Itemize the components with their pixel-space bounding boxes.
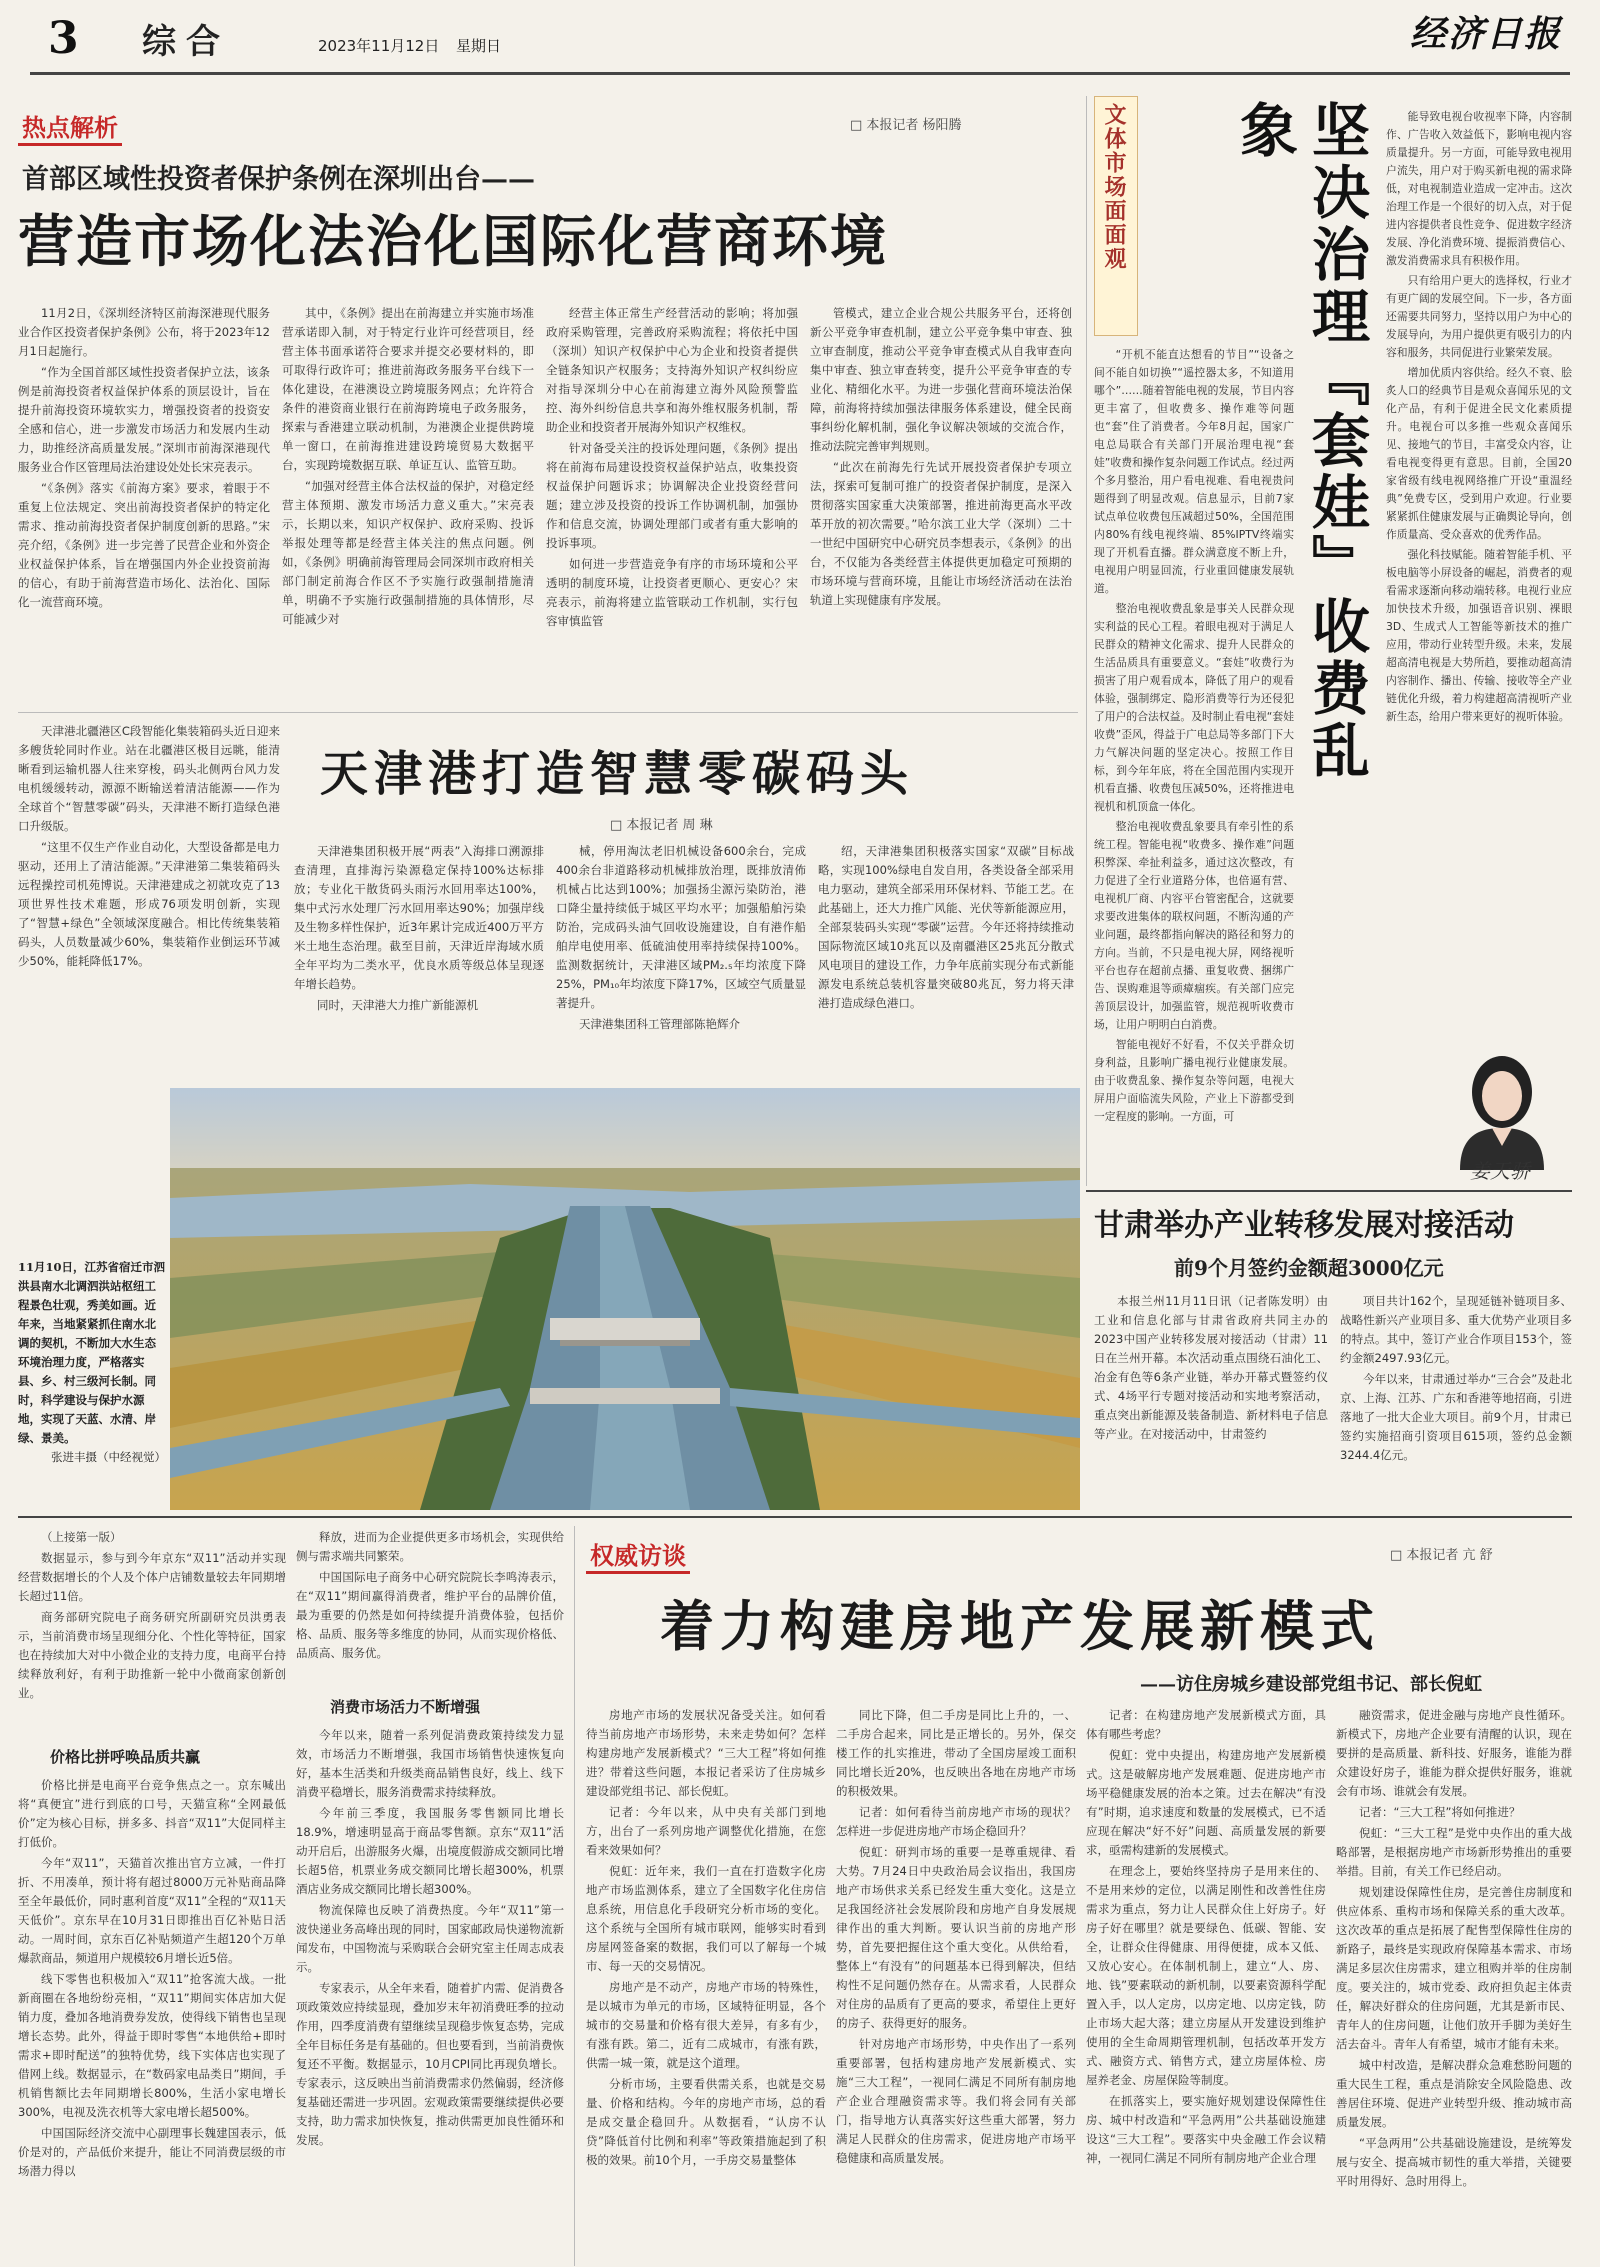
article1-headline: 营造市场化法治化国际化营商环境: [18, 209, 888, 275]
article5-col1: 房地产市场的发展状况备受关注。如何看待当前房地产市场形势，未来走势如何？怎样构建房地产发展新模式？“三大工程”将如何推进？带着这些问题，本报记者采访了住房城乡建设部党组书记、部长倪虹。 记者：今年以来，从中央有关部门到地方，出台了一系列房地产调整优化措施，在您看来效果如何？ 倪虹：近年来，我们一直在打造数字化房地产市场监测体系，建立了全国数字化住房信息系统，用信息化手段研究分析市场的变化。这个系统与全国所有城市联网，能够实时看到房屋网签备案的数据，我们可以了解每一个城市、每一天的交易情况。 房地产是不动产，房地产市场的特殊性，是以城市为单元的市场，区域特征明显，各个城市的交易量和价格有很大差异，有多有少，有涨有跌。第二，近有二成城市，有涨有跌，供需一城一策，就是这个道理。 分析市场，主要看供需关系，也就是交易量、价格和结构。今年的房地产市场，总的看是成交量企稳回升。从数据看，“认房不认贷”降低首付比例和利率”等政策措施起到了积极的效果。前10个月，一手房交易量整体: [586, 1708, 826, 2167]
photo-credit: 张进丰摄（中经视觉）: [51, 1450, 166, 1464]
photo-caption: 11月10日，江苏省宿迁市泗洪县南水北调泗洪站枢纽工程景色壮观，秀美如画。近年来，当地紧紧抓住南水北调的契机，不断加大水生态环境治理力度，严格落实县、乡、村三级河长制。同时，科学建设与保护水源地，实现了天蓝、水清、岸绿、景美。 张进丰摄（中经视觉）: [18, 1258, 166, 1498]
article2-byline: □ 本报记者 周 琳: [610, 814, 810, 833]
section-tag-hot-analysis: 热点解析: [18, 108, 122, 146]
article2-col1: 天津港北疆港区C段智能化集装箱码头近日迎来多艘货轮同时作业。站在北疆港区极目远眺，能清晰看到运输机器人往来穿梭，码头北侧两台风力发电机缓缓转动，源源不断输送着清洁能源——作为全球首个“智慧零碳”码头，天津港不断打造绿色港口升级版。 “这里不仅生产作业自动化，大型设备都是电力驱动，还用上了清洁能源。”天津港第二集装箱码头远程操控司机苑博说。天津港建成之初就攻克了13项世界性技术难题，形成76项发明创新，实现了“智慧+绿色”全领域深度融合。相比传统集装箱码头，人员数量减少60%，集装箱作业倒运环节减少50%，能耗降低17%。: [18, 724, 280, 968]
article5-col3: 记者：在构建房地产发展新模式方面，具体有哪些考虑？ 倪虹：党中央提出，构建房地产发展新模式。这是破解房地产发展难题、促进房地产市场平稳健康发展的治本之策。过去在解决“有没有”时期，追求速度和数量的发展模式，已不适应现在解决“好不好”问题、高质量发展的新要求，亟需构建新的发展模式。 在理念上，要始终坚持房子是用来住的、不是用来炒的定位，以满足刚性和改善性住房需求为重点，努力让人民群众住上好房子。好房子好在哪里？就是要绿色、低碳、智能、安全，让群众住得健康、用得便捷，成本又低、又放心安心。在体制机制上，建立“人、房、地、钱”要素联动的新机制，以要素资源科学配置入手，以人定房，以房定地、以房定钱，防止市场大起大落；建立房屋从开发建设到维护使用的全生命周期管理机制，包括改革开发方式、融资方式、销售方式，建立房屋体检、房屋养老金、房屋保险等制度。 在抓落实上，要实施好规划建设保障性住房、城中村改造和“平急两用”公共基础设施建设这“三大工程”。要落实中央金融工作会议精神，一视同仁满足不同所有制房地产企业合理: [1086, 1708, 1326, 2165]
article2-col2: 天津港集团积极开展“两表”入海排口溯源排查清理，直排海污染源稳定保持100%达标排放；专业化干散货码头雨污水回用率达100%，集中式污水处理厂污水回用率达90%；加强岸线及生物多样性保护，近3年累计完成近400万平方米土地生态治理。截至目前，天津近岸海域水质全年平均为二类水平，优良水质等级总体呈现逐年增长趋势。 同时，天津港大力推广新能源机: [294, 844, 544, 1012]
article4-divider: [574, 1526, 575, 2266]
article4-subhead2: 消费市场活力不断增强: [330, 1698, 481, 1716]
sidebar-divider: [1086, 96, 1087, 1186]
photo-aerial-canal: [170, 1088, 1080, 1510]
columnist-portrait: [1440, 1040, 1570, 1170]
article2-col3: 械，停用淘汰老旧机械设备600余台，完成400余台非道路移动机械排放治理，既排放清佈机械占比达到100%；加强扬尘源污染防治，港口降尘量持续低于城区平均水平；加强船舶污染防治，完成码头油气回收设施建设，自有港作船舶岸电使用率、低硫油使用率持续保持100%。监测数据统计，天津港区域PM₂.₅年均浓度下降25%，PM₁₀年均浓度下降17%，区域空气质量显著提升。 天津港集团科工管理部陈艳辉介: [556, 844, 806, 1031]
article1-byline: □ 本报记者 杨阳腾: [850, 114, 1080, 133]
issue-date: 2023年11月12日: [318, 37, 440, 55]
article4-col1: （上接第一版） 数据显示，参与到今年京东“双11”活动并实现经营数据增长的个人及个体户店铺数量较去年同期增长超过11倍。 商务部研究院电子商务研究所副研究员洪勇表示，当前消费市场呈现细分化、个性化等特征，国家也在持续加大对中小微企业的支持力度，电商平台持续释放利好，有利于助推新一轮中小微商家创新创业。: [18, 1530, 286, 1700]
page-middle-rule: [18, 1516, 1572, 1518]
article4-subhead1: 价格比拼呼唤品质共赢: [50, 1748, 201, 1766]
article2-col4: 绍，天津港集团积极落实国家“双碳”目标战略，实现100%绿电自发自用，各类设备全部采用电力驱动，建筑全部采用环保材料、节能工艺。在此基础上，还大力推广风能、光伏等新能源应用，全部泵装码头实现“零碳”运营。今年还将持续推动国际物流区域10兆瓦以及南疆港区25兆瓦分散式风电项目的建设工作，力争年底前实现分布式新能源发电系统总装机容量突破80兆瓦，努力将天津港打造成绿色港口。: [818, 844, 1074, 1010]
article1-col3: 经营主体正常生产经营活动的影响；将加强政府采购管理，完善政府采购流程；将依托中国（深圳）知识产权保护中心为企业和投资者提供全链条知识产权服务；支持海外知识产权纠纷应对指导深圳分中心在前海建立海外风险预警监控、海外纠纷信息共享和海外维权服务机制，帮助企业和投资者开展海外知识产权维权。 针对备受关注的投诉处理问题，《条例》提出将在前海布局建设投资权益保护站点，收集投资权益保护问题诉求；协调解决企业投资经营问题；建立涉及投资的投诉工作协调机制，加强协作和信息交流，协调处理部门或者有重大影响的投诉事项。 如何进一步营造竞争有序的市场环境和公平透明的制度环境，让投资者更顺心、更安心？宋亮表示，前海将建立监管联动工作机制，实行包容审慎监管: [546, 306, 798, 628]
article5-col2: 同比下降，但二手房是同比上升的，一、二手房合起来，同比是正增长的。另外，保交楼工作的扎实推进，带动了全国房屋竣工面积同比增长近20%，也反映出各地在房地产市场的积极效果。 记者：如何看待当前房地产市场的现状？怎样进一步促进房地产市场企稳回升？ 倪虹：研判市场的重要一是尊重规律、看大势。7月24日中央政治局会议指出，我国房地产市场供求关系已经发生重大变化。这是立足我国经济社会发展阶段和房地产自身发展规律作出的重大判断。要认识当前的房地产形势，首先要把握住这个重大变化。从供给看，整体上“有没有”的问题基本已得到解决，但结构性不足问题仍然存在。从需求看，人民群众对住房的品质有了更高的要求，希望住上更好的房子、获得更好的服务。 针对房地产市场形势，中央作出了一系列重要部署，包括构建房地产发展新模式、实施“三大工程”，一视同仁满足不同所有制房地产企业合理融资需求等。我们将会同有关部门，指导地方认真落实好这些重大部署，努力满足人民群众的住房需求，促进房地产市场平稳健康和高质量发展。: [836, 1708, 1076, 2165]
article3-col1: 本报兰州11月11日讯（记者陈发明）由工业和信息化部与甘肃省政府共同主办的2023中国产业转移发展对接活动（甘肃）11日在兰州开幕。本次活动重点围绕石油化工、冶金有色等6条产业链，举办开幕式暨签约仪式、4场平行专题对接活动和实地考察活动，重点突出新能源及装备制造、新材料电子信息等产业。在对接活动中，甘肃签约: [1094, 1294, 1328, 1441]
issue-weekday: 星期日: [456, 37, 502, 55]
portrait-illustration: [1440, 1040, 1570, 1170]
photo-illustration: [170, 1088, 1080, 1510]
article5-headline: 着力构建房地产发展新模式: [660, 1594, 1380, 1658]
author-signature: 姜天骄: [1470, 1159, 1530, 1183]
article1-bottom-rule: [18, 712, 1078, 713]
article2-headline: 天津港打造智慧零碳码头: [320, 746, 915, 802]
article5-col4: 融资需求，促进金融与房地产良性循环。新模式下，房地产企业要有清醒的认识，现在要拼的是高质量、新科技、好服务，谁能为群众建设好房子，谁能为群众提供好服务，谁就会有市场、谁就会有发展。 记者：“三大工程”将如何推进？ 倪虹：“三大工程”是党中央作出的重大战略部署，是根据房地产市场新形势推出的重要举措。目前，有关工作已经启动。 规划建设保障性住房，是完善住房制度和供应体系、重构市场和保障关系的重大改革。这次改革的重点是拓展了配售型保障性住房的新路子，最终是实现政府保障基本需求、市场满足多层次住房需求，建立租购并举的住房制度。要关注的，城市党委、政府担负起主体责任，解决好群众的住房问题，尤其是新市民、青年人的住房问题，让他们放开手脚为美好生活去奋斗。青年人有希望，城市才能有未来。 城中村改造，是解决群众急难愁盼问题的重大民生工程，重点是消除安全风险隐患、改善居住环境、促进产业转型升级、推动城市高质量发展。 “平急两用”公共基础设施建设，是统筹发展与安全、提高城市韧性的重大举措，关键要平时用得好、急时用得上。: [1336, 1708, 1572, 2188]
sidebar-headline: 坚决治理『套娃』收费乱象: [1230, 100, 1370, 782]
sidebar-label: 文体市场面面观: [1094, 96, 1138, 336]
article3-headline: 甘肃举办产业转移发展对接活动: [1094, 1208, 1514, 1243]
page-number: 3: [48, 13, 79, 64]
article1-col4: 管模式，建立企业合规公共服务平台，还将创新公平竞争审查机制，建立公平竞争集中审查、独立审查制度，推动公平竞争审查模式从自我审查向集中审查、独立审查转变，提升公平竞争审查的专业化、精细化水平。为进一步强化营商环境法治保障，前海将持续加强法律服务体系建设，健全民商事纠纷化解机制，强化争议解决领域的交流合作，推动法院完善审判规则。 “此次在前海先行先试开展投资者保护专项立法，探索可复制可推广的投资者保护制度，是深入贯彻落实国家重大决策部署，推进前海更高水平改革开放的初次需要。”哈尔滨工业大学（深圳）二十一世纪中国研究中心研究员李想表示，《条例》的出台，不仅能为各类经营主体提供更加稳定可预期的市场环境与营商环境，且能让市场经济活动在法治轨道上实现健康有序发展。: [810, 306, 1072, 607]
article3-top-rule: [1086, 1190, 1572, 1192]
article1-col2: 其中，《条例》提出在前海建立并实施市场准营承诺即入制，对于特定行业许可经营项目，经营主体书面承诺符合要求并提交必要材料的，即可取得行政许可；推进前海政务服务平台线下一体化建设，在港澳设立跨境服务网点；允许符合条件的港资商业银行在前海跨境电子政务服务，探索与香港建立联动机制，为港澳企业提供跨境单一窗口，在前海推进建设跨境贸易大数据平台，实现跨境数据互联、单证互认、监管互助。 “加强对经营主体合法权益的保护，对稳定经营主体预期、激发市场活力意义重大。”宋亮表示，长期以来，知识产权保护、政府采购、投诉举报处理等都是经营主体关注的焦点问题。例如，《条例》明确前海管理局会同深圳市政府相关部门制定前海合作区不予实施行政强制措施清单，明确不予实施行政强制措施的具体情形，尽可能减少对: [282, 306, 534, 626]
article3-col2: 项目共计162个，呈现延链补链项目多、战略性新兴产业项目多、重大优势产业项目多的特点。其中，签订产业合作项目153个，签约金额2497.93亿元。 今年以来，甘肃通过举办“三合会”及赴北京、上海、江苏、广东和香港等地招商，引进落地了一批大企业大项目。前9个月，甘肃已签约实施招商引资项目615项，签约总金额3244.4亿元。: [1340, 1294, 1572, 1462]
article4-col2: 释放，进而为企业提供更多市场机会，实现供给侧与需求端共同繁荣。 中国国际电子商务中心研究院院长李鸣涛表示，在“双11”期间赢得消费者，维护平台的品牌价值，最为重要的仍然是如何持续提升消费体验，包括价格、品质、服务等多维度的协同，从而实现价格低、品质高、服务优。: [296, 1530, 564, 1660]
article4-col2b: 今年以来，随着一系列促消费政策持续发力显效，市场活力不断增强，我国市场销售快速恢复向好，基本生活类和升级类商品销售良好，线上、线下消费平稳增长，服务消费需求持续释放。 今年前三季度，我国服务零售额同比增长18.9%，增速明显高于商品零售额。京东“双11”活动开启后，出游服务火爆，出境度假游成交额同比增长超5倍，机票业务成交额同比增长超300%，机票酒店业务成交额同比增长超300%。 物流保障也反映了消费热度。今年“双11”第一波快递业务高峰出现的同时，国家邮政局快递物流新闻发布，中国物流与采购联合会研究室主任周志成表示。 专家表示，从全年来看，随着扩内需、促消费各项政策效应持续显现，叠加岁末年初消费旺季的拉动作用，四季度消费有望继续呈现稳步恢复态势，完成全年目标任务是有基础的。但也要看到，当前消费恢复还不平衡。数据显示，10月CPI同比再现负增长。专家表示，这反映出当前消费需求仍然偏弱，经济修复基础还需进一步巩固。宏观政策需要继续提供必要支持，助力需求加快恢复，推动供需更加良性循环和发展。: [296, 1728, 564, 2147]
article5-subhead: ——访住房城乡建设部党组书记、部长倪虹: [1140, 1674, 1482, 1695]
article1-col1: 11月2日，《深圳经济特区前海深港现代服务业合作区投资者保护条例》公布，将于2023年12月1日起施行。 “作为全国首部区域性投资者保护立法，该条例是前海投资者权益保护体系的顶层设计，旨在提升前海投资环境软实力，增强投资者的投资安全感和信心，进一步激发市场活力和发展内生动力，助推经济高质量发展。”深圳市前海深港现代服务业合作区管理局法治建设处处长宋亮表示。 “《条例》落实《前海方案》要求，着眼于不重复上位法规定、突出前海投资者保护的特定化需求、推动前海投资者保护制度创新的思路。”宋亮介绍，《条例》进一步完善了民营企业和外资企业权益保护体系，旨在增强国内外企业投资前海的信心，有助于前海营造市场化、法治化、国际化一流营商环境。: [18, 306, 270, 609]
article5-byline: □ 本报记者 亢 舒: [1390, 1544, 1570, 1563]
sidebar-col1: “开机不能直达想看的节目”“设备之间不能自如切换”“遥控器太多，不知道用哪个”……随着智能电视的发展，节目内容更丰富了，但收费多、操作难等问题也“套”住了消费者。今年8月起，国家广电总局联合有关部门开展治理电视“套娃”收费和操作复杂问题工作试点。经过两个多月整治，用户看电视难、看电视贵问题得到了明显改观。信息显示，目前7家试点单位收费包压减超过50%，全国范围内80%有线电视终端、85%IPTV终端实现了开机看直播。群众满意度不断上升，电视用户明显回流，行业重回健康发展轨道。 整治电视收费乱象是事关人民群众现实利益的民心工程。着眼电视对于满足人民群众的精神文化需求、提升人民群众的生活品质具有重要意义。“套娃”收费行为损害了用户观看成本，降低了用户的观看体验，强制绑定、隐形消费等行为还侵犯了用户的合法权益。及时制止看电视“套娃收费”歪风，得益于广电总局等多部门下大力气解决问题的坚定决心。按照工作目标，到今年年底，将在全国范围内实现开机看直播、收费包压减50%，还将推进电视机和机顶盒一体化。 整治电视收费乱象要具有牵引性的系统工程。智能电视“收费多、操作难”问题积弊深、牵扯利益多，通过这次整改，有力促进了全行业道路分体，也倍逼有营、电视机厂商、内容平台管密配合，这就要求要改进集体的联权问题，不断沟通的产业问题，最终都指向解决的路径和努力的方向。当前，不只是电视大屏，网络视听平台也存在超前点播、重复收费、捆绑广告、误购难退等顽瘴痼疾。有关部门应完善顶层设计，加强监管，规范视听收费市场，让用户明明白白消费。 智能电视好不好看，不仅关乎群众切身利益，且影响广播电视行业健康发展。由于收费乱象、操作复杂等问题，电视大屏用户面临流失风险，产业上下游都受到一定程度的影响。一方面，可: [1094, 348, 1294, 1123]
section-tag-authority-interview: 权威访谈: [586, 1536, 690, 1574]
masthead-rule: [30, 72, 1570, 75]
sidebar-col2: 能导致电视台收视率下降，内容制作、广告收入效益低下，影响电视内容质量提升。另一方面，可能导致电视用户流失，用户对于购买新电视的需求降低，对电视制造业造成一定冲击。这次治理工作是一个很好的切入点，对于促进内容提供者良性竞争、促进数字经济发展、净化消费环境、提振消费信心、激发消费需求具有积极作用。 只有给用户更大的选择权，行业才有更广阔的发展空间。下一步，各方面还需要共同努力，坚持以用户为中心的发展导向，为用户提供更有吸引力的内容和服务，共同促进行业繁荣发展。 增加优质内容供给。经久不衰、脍炙人口的经典节目是观众喜闻乐见的文化产品，有利于促进全民文化素质提升。电视台可以多推一些观众喜闻乐见、接地气的节目，丰富受众内容，让看电视变得更有意思。目前，全国20家省级有线电视网络推广开设“重温经典”免费专区，受到用户欢迎。行业要紧紧抓住健康发展与正确舆论导向，创作质量高、受众喜欢的优秀作品。 强化科技赋能。随着智能手机、平板电脑等小屏设备的崛起，消费者的观看需求逐渐向移动端转移。电视行业应加快技术升级，加强语音识别、裸眼3D、生成式人工智能等新技术的推广应用，带动行业转型升级。未来，发展超高清电视是大势所趋，要推动超高清内容制作、播出、传输、接收等全产业链优化升级，着力构建超高清视听产业新生态，给用户带来更好的视听体验。: [1386, 110, 1572, 723]
paper-logo: 经济日报: [1410, 13, 1563, 55]
article1-kicker: 首部区域性投资者保护条例在深圳出台——: [22, 164, 535, 195]
section-name: 综合: [142, 22, 230, 62]
article4-col1b: 价格比拼是电商平台竞争焦点之一。京东喊出将“真便宜”进行到底的口号，天猫宣称“全网最低价”定为核心目标，拼多多、抖音“双11”大促同样主打低价。 今年“双11”，天猫首次推出官方立减，一件打折、不用凑单，预计将有超过8000万元补贴商品降至全年最低价，同时惠利首度“双11”全程的“双11天天低价”。京东早在10月31日即推出百亿补贴日活动。一周时间，京东百亿补贴频道产生超120个万单爆款商品，频道用户规模较6月增长近5倍。 线下零售也积极加入“双11”抢客流大战。一批新商圈在各地纷纷亮相，“双11”期间实体店加大促销力度，叠加各地消费券发放，使得线下销售也呈现增长态势。此外，得益于即时零售“本地供给+即时需求+即时配送”的独特优势，线下实体店也实现了借网上线。数据显示，在“数码家电品类日”期间，手机销售额比去年同期增长800%，生活小家电增长300%，电视及洗衣机等大家电增长超500%。 中国国际经济交流中心副理事长魏建国表示，低价是对的，产品低价来提升，能让不同消费层级的市场潜力得以: [18, 1778, 286, 2178]
article3-subhead: 前9个月签约金额超3000亿元: [1174, 1256, 1444, 1280]
masthead: [0, 0, 1600, 70]
